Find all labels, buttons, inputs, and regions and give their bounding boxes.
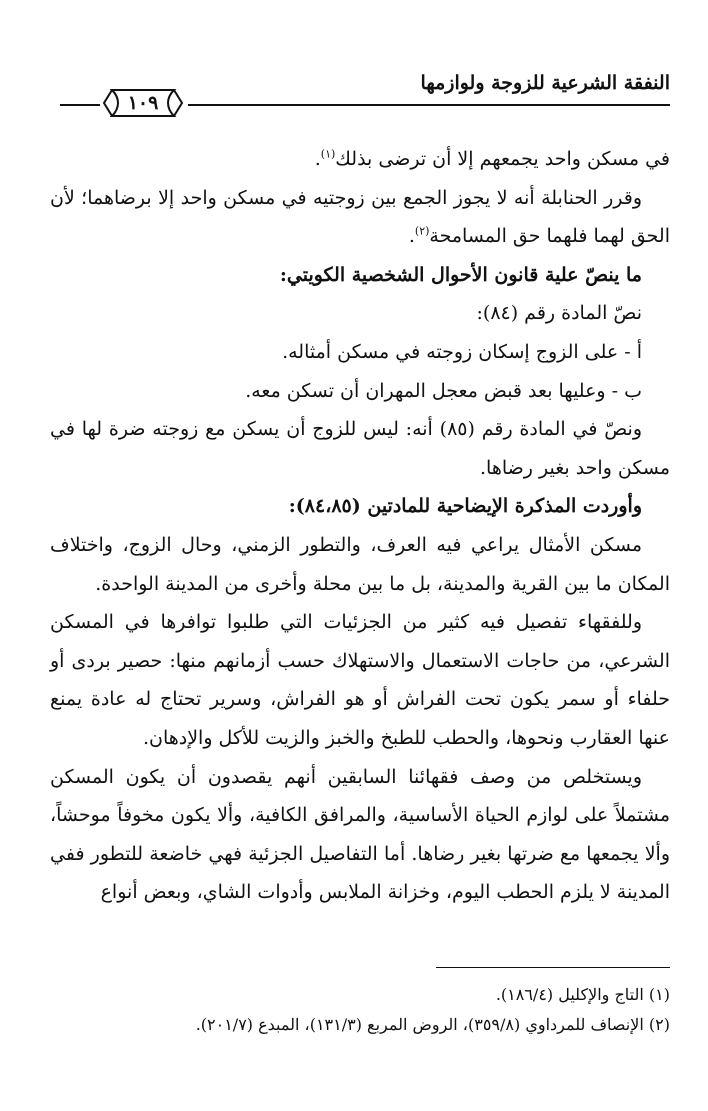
paragraph-end-punct: . [314, 148, 321, 170]
footnote: (٢) الإنصاف للمرداوي (٣٥٩/٨)، الروض المربع (١٣١/٣)، المبدع (٢٠١/٧). [195, 1015, 670, 1034]
body-text [50, 140, 670, 912]
paragraph-end-punct: . [408, 225, 415, 248]
paragraph-text: وأوردت المذكرة الإيضاحية للمادتين (٨٤،٨٥): [288, 495, 642, 518]
paragraph-text: ما ينصّ علية قانون الأحوال الشخصية الكويتي: [279, 263, 642, 286]
footnote-marker[interactable]: (٢) [414, 224, 430, 238]
paragraph-text: ونصّ في المادة رقم (٨٥) أنه: ليس للزوج أن يسكن مع زوجته ضرة لها في مسكن واحد بغير رضاها. [50, 418, 670, 479]
footnote-marker[interactable]: (١) [320, 147, 336, 161]
paragraph [50, 333, 670, 372]
footnote-separator [436, 967, 670, 968]
footnotes [50, 980, 670, 1040]
paragraph-text: في مسكن واحد يجمعهم إلا أن ترضى بذلك [335, 148, 670, 170]
paragraph [50, 410, 670, 487]
paragraph-text: ب - وعليها بعد قبض معجل المهران أن تسكن معه. [245, 379, 642, 402]
running-title: النفقة الشرعية للزوجة ولوازمها [420, 72, 670, 94]
section-heading [50, 487, 670, 526]
page-number: ١٠٩ [127, 92, 159, 114]
paragraph-text: وللفقهاء تفصيل فيه كثير من الجزئيات التي طلبوا توافرها في المسكن الشرعي، من حاجات الاستعمال والاستهلاك حسب أزمانهم منها: حصير بردى أو حلفاء أو سمر يكون تحت الفراش أو هو الفراش، وسرير تحتاج له عادة يمنع عنها العقارب ونحوها، والحطب للطبخ والخبز والزيت للأكل والإدهان. [50, 611, 670, 749]
paragraph-text: أ - على الزوج إسكان زوجته في مسكن أمثاله. [282, 340, 642, 363]
paragraph [50, 372, 670, 411]
paragraph [50, 603, 670, 757]
paragraph [50, 140, 670, 179]
paragraph-text: نصّ المادة رقم (٨٤): [476, 302, 642, 325]
paragraph [50, 179, 670, 256]
paragraph-text: مسكن الأمثال يراعي فيه العرف، والتطور الزمني، وحال الزوج، واختلاف المكان ما بين القرية والمدينة، بل ما بين محلة وأخرى من المدينة الواحدة. [50, 533, 670, 595]
section-heading [50, 256, 670, 295]
header-rule-left [60, 104, 100, 106]
paragraph [50, 294, 670, 333]
paragraph-text: وقرر الحنابلة أنه لا يجوز الجمع بين زوجتيه في مسكن واحد إلا برضاهما؛ لأن الحق لهما فلهما حق المسامحة [50, 186, 670, 248]
page-number-badge [102, 86, 184, 120]
footnote: (١) التاج والإكليل (١٨٦/٤). [495, 985, 670, 1004]
paragraph [50, 526, 670, 603]
paragraph-text: ويستخلص من وصف فقهائنا السابقين أنهم يقصدون أن يكون المسكن مشتملاً على لوازم الحياة الأساسية، والمرافق الكافية، وألا يكون مخوفاً موحشاً، وألا يجمعها مع ضرتها بغير رضاها. أما التفاصيل الجزئية فهي خاضعة للتطور ففي المدينة لا يلزم الحطب اليوم، وخزانة الملابس وأدوات الشاي، وبعض أنواع [50, 765, 670, 904]
paragraph [50, 758, 670, 912]
header-rule-right [188, 104, 670, 106]
